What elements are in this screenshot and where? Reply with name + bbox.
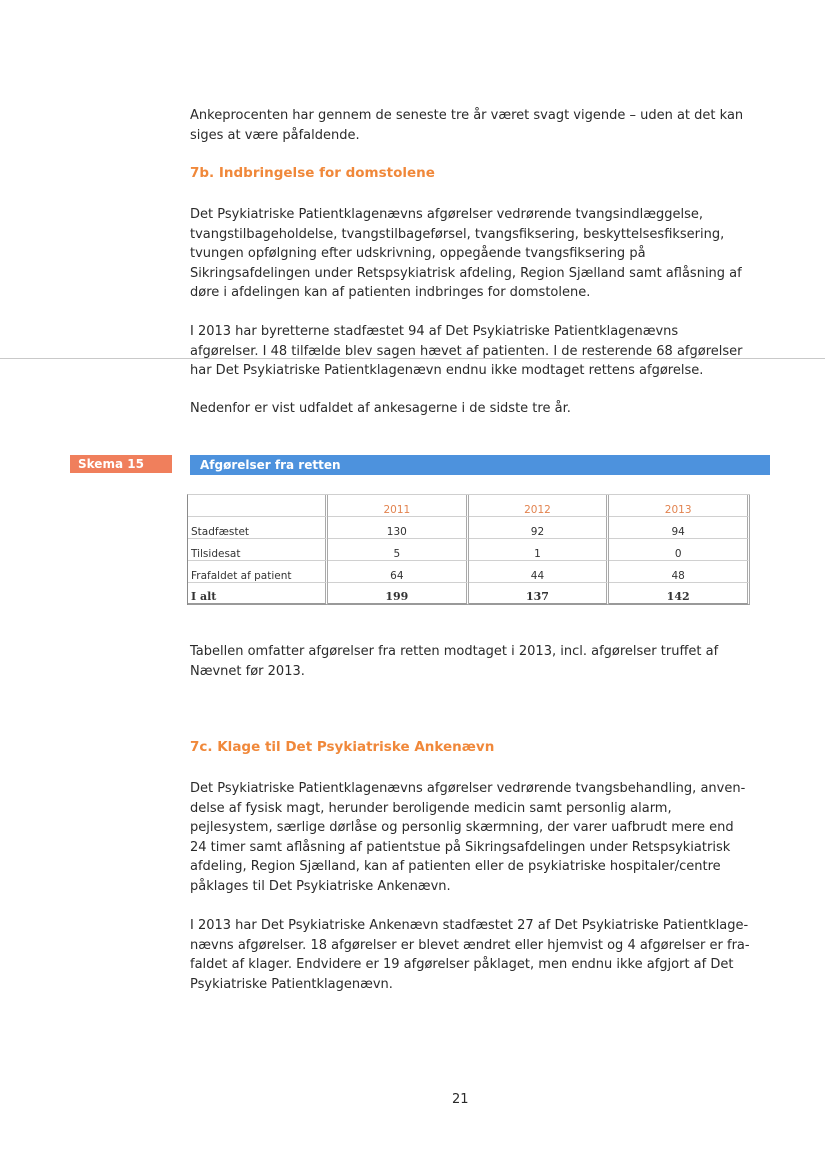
table-header-row [188,495,750,517]
section-7b-paragraph-1: Det Psykiatriske Patientklagenævns afgørelser vedrørende tvangsindlæggelse, tvangstilbageholdelse, tvangstilbageførsel, tvangsfiksering, beskyttelsesfiksering, tvungen opfølgning efter udskrivning, oppegående tvangsfiksering på Sikringsafdelingen under Retspsykiatrisk afdeling, Region Sjælland samt aflåsning af døre i afdelingen kan af patienten indbringes for domstolene. [190,207,742,300]
section-7b-heading: 7b. Indbringelse for domstolene [190,165,435,181]
table-cell: 48 [609,561,750,583]
table-cell: 1 [469,539,610,561]
year-header-2012: 2012 [469,495,610,517]
table-note: Tabellen omfatter afgørelser fra retten modtaget i 2013, incl. afgørelser truffet af Nævnet før 2013. [190,644,719,679]
table-cell: 64 [328,561,469,583]
total-cell: 199 [328,583,469,605]
row-label: Tilsidesat [188,539,328,561]
schema-title-bar: Afgørelser fra retten [190,455,770,475]
court-decisions-table [187,494,750,605]
table-row [188,539,750,561]
section-7c-paragraph-2: I 2013 har Det Psykiatriske Ankenævn stadfæstet 27 af Det Psykiatriske Patientklagenævns afgørelser. 18 afgørelser er blevet ændret eller hjemvist og 4 afgørelser er frafaldet af klager. Endvidere er 19 afgørelser påklaget, men endnu ikke afgjort af Det Psykiatriske Patientklagenævn. [190,918,750,992]
total-cell: 137 [469,583,610,605]
schema-label: Skema 15 [70,455,172,473]
table-row [188,517,750,539]
table-cell: 5 [328,539,469,561]
table-row [188,561,750,583]
table-cell: 94 [609,517,750,539]
section-7c-paragraph-1: Det Psykiatriske Patientklagenævns afgørelser vedrørende tvangsbehandling, anvendelse af fysisk magt, herunder beroligende medicin samt personlig alarm, pejlesystem, særlige dørlåse og personlig skærmning, der varer uafbrudt mere end 24 timer samt aflåsning af patientstue på Sikringsafdelingen under Retspsykiatrisk afdeling, Region Sjælland, kan af patienten eller de psykiatriske hospitaler/centre påklages til Det Psykiatriske Ankenævn. [190,781,746,894]
table-cell: 92 [469,517,610,539]
total-label: I alt [188,583,328,605]
table-cell: 130 [328,517,469,539]
year-header-2011: 2011 [328,495,469,517]
row-label: Stadfæstet [188,517,328,539]
section-7c-heading: 7c. Klage til Det Psykiatriske Ankenævn [190,739,495,755]
page-number: 21 [452,1092,469,1107]
total-cell: 142 [609,583,750,605]
row-label: Frafaldet af patient [188,561,328,583]
table-cell: 0 [609,539,750,561]
table-total-row [188,583,750,605]
table-cell: 44 [469,561,610,583]
year-header-2013: 2013 [609,495,750,517]
table-corner-cell [188,495,328,517]
intro-paragraph: Ankeprocenten har gennem de seneste tre år været svagt vigende – uden at det kan siges at være påfaldende. [190,108,744,143]
section-7b-paragraph-3: Nedenfor er vist udfaldet af ankesagerne i de sidste tre år. [190,401,571,416]
section-7b-paragraph-2: I 2013 har byretterne stadfæstet 94 af Det Psykiatriske Patientklagenævns afgørelser. I 48 tilfælde blev sagen hævet af patienten. I de resterende 68 afgørelser har Det Psykiatriske Patientklagenævn endnu ikke modtaget rettens afgørelse. [190,324,743,378]
